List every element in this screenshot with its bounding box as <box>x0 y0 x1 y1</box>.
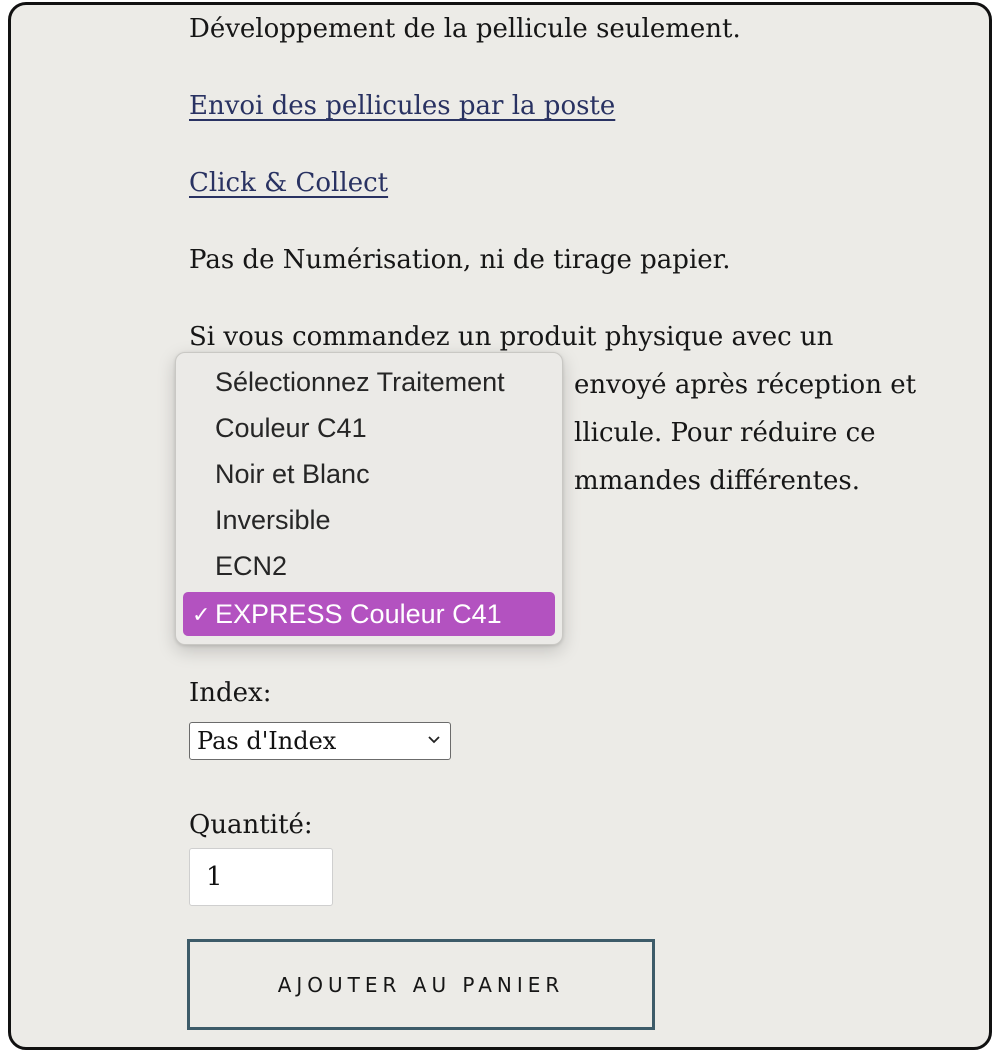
browser-viewport <box>8 2 992 1050</box>
treatment-dropdown-menu <box>175 352 563 645</box>
quantity-input[interactable] <box>189 848 333 906</box>
no-scan-paragraph: Pas de Numérisation, ni de tirage papier. <box>189 245 731 275</box>
dropdown-option-label: Couleur C41 <box>215 413 367 443</box>
chevron-down-icon <box>426 730 442 750</box>
dropdown-option[interactable] <box>183 360 555 404</box>
click-collect-link[interactable]: Click & Collect <box>189 168 389 198</box>
index-select-value: Pas d'Index <box>197 727 337 755</box>
info-paragraph-line-2: envoyé après réception et <box>574 370 917 400</box>
mail-shipping-link[interactable]: Envoi des pellicules par la poste <box>189 91 616 121</box>
info-paragraph-line-1: Si vous commandez un produit physique avec un <box>189 322 834 352</box>
index-label: Index: <box>189 678 272 708</box>
dropdown-option[interactable] <box>183 498 555 542</box>
dropdown-option[interactable] <box>183 406 555 450</box>
add-to-cart-button[interactable]: AJOUTER AU PANIER <box>187 939 655 1030</box>
dropdown-option[interactable] <box>183 452 555 496</box>
description-paragraph: Développement de la pellicule seulement. <box>189 14 741 44</box>
info-paragraph-line-4: mmandes différentes. <box>574 466 861 496</box>
checkmark-icon: ✓ <box>192 602 211 627</box>
dropdown-option-label: EXPRESS Couleur C41 <box>215 599 502 629</box>
quantity-label: Quantité: <box>189 810 313 840</box>
dropdown-option-label: Inversible <box>215 505 331 535</box>
dropdown-option-label: ECN2 <box>215 551 288 581</box>
quantity-value: 1 <box>206 862 223 892</box>
dropdown-option[interactable] <box>183 544 555 588</box>
info-paragraph-line-3: llicule. Pour réduire ce <box>574 418 876 448</box>
index-select[interactable] <box>189 722 451 760</box>
dropdown-option-label: Noir et Blanc <box>215 459 370 489</box>
dropdown-option-selected[interactable] <box>183 592 555 636</box>
dropdown-option-label: Sélectionnez Traitement <box>215 367 505 397</box>
